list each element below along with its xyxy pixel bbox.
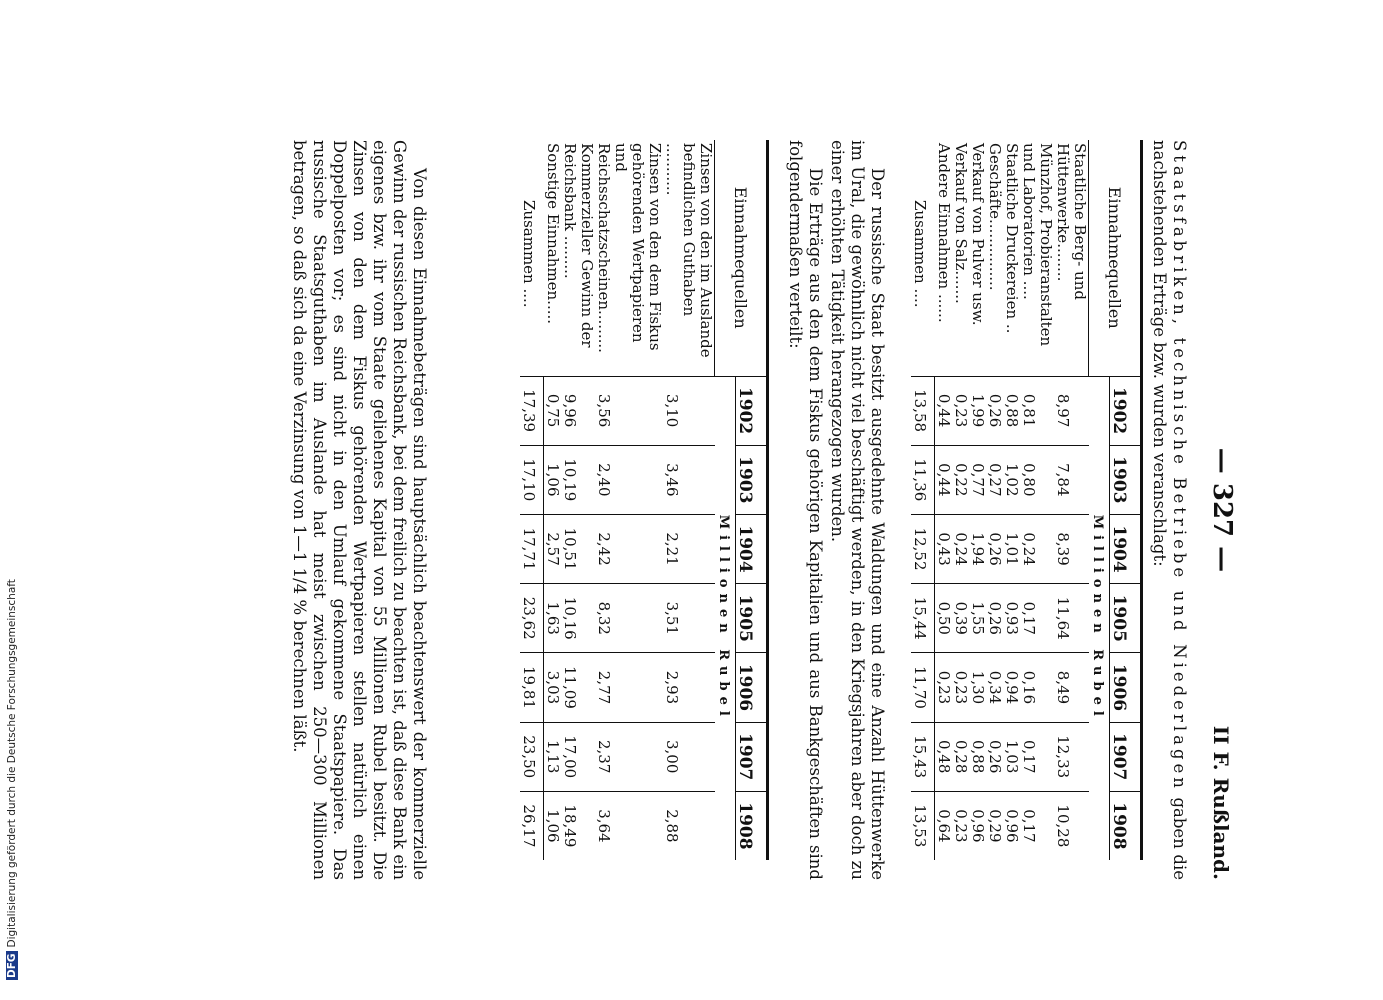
column-header-year: 1906 [735, 653, 767, 722]
table-cell: 0,80 [1020, 445, 1054, 514]
table-cell: 0,26 [986, 722, 1003, 791]
table-cell: 0,22 [952, 445, 969, 514]
table-cell: 11,64 [1054, 584, 1089, 653]
table-row [663, 140, 715, 860]
page-header [1203, 140, 1237, 880]
table-capital-income [520, 140, 769, 860]
table-row [1003, 140, 1020, 860]
table-cell: 2,40 [595, 445, 663, 514]
table-cell: 10,16 [561, 584, 595, 653]
row-label: Andere Einnahmen ...... [934, 143, 953, 323]
column-header-year: 1902 [735, 376, 767, 445]
table-cell: 1,02 [1003, 445, 1020, 514]
table-cell: 0,17 [1020, 722, 1054, 791]
table-cell: 0,43 [935, 514, 953, 583]
row-label: Staatliche Druckereien .. [1003, 143, 1021, 334]
table-cell: 0,39 [952, 584, 969, 653]
table-cell: 8,32 [595, 584, 663, 653]
table-cell: 0,29 [986, 791, 1003, 860]
table-cell: 1,94 [969, 514, 986, 583]
total-label: Zusammen .... [911, 200, 929, 308]
table-row [952, 140, 969, 860]
column-header-year: 1907 [1109, 722, 1141, 791]
table-cell: 0,81 [1020, 376, 1054, 445]
table-cell: 0,26 [986, 514, 1003, 583]
table-cell: 0,44 [935, 445, 953, 514]
table-cell: 0,64 [935, 791, 953, 860]
table-cell: 0,23 [935, 653, 953, 722]
table-cell: 7,84 [1054, 445, 1089, 514]
row-label: Kommerzieller Gewinn der Reichsbank ......... [561, 143, 596, 348]
total-cell: 11,70 [911, 653, 935, 722]
total-row [520, 140, 544, 860]
total-cell: 26,17 [520, 791, 544, 860]
column-header-year: 1905 [1109, 584, 1141, 653]
table-cell: 1,55 [969, 584, 986, 653]
dfg-logo: DFG [6, 953, 18, 978]
total-cell: 15,43 [911, 722, 935, 791]
table-cell: 0,24 [952, 514, 969, 583]
column-header-year: 1908 [735, 791, 767, 860]
intro-lead: Staatsfabriken, technische Betriebe und Niederlagen [1169, 140, 1189, 792]
paragraph-capital-intro: Die Erträge aus den dem Fiskus gehörigen Kapitalien und aus Bankgeschäften sind folgendermaßen verteilt: [785, 140, 825, 880]
table-cell: 3,00 [663, 722, 715, 791]
table-cell: 0,93 [1003, 584, 1020, 653]
table-cell: 2,57 [544, 514, 562, 583]
paragraph-reichsbank: Von diesen Einnahmebeträgen sind hauptsächlich beachtenswert der kommerzielle Gewinn der russischen Reichsbank, bei dem freilich zu beachten ist, daß diese Bank ein eigenes bzw. ihr vom Staate geliehenes Kapital von 55 Millionen Rubel besitzt. Die Zinsen von den dem Fiskus gehörenden Wertpapieren stellen natürlich einen Doppelposten vor; es sind nicht in den Umlauf gekommene Staatspapiere. Das russische Staatsguthaben im Auslande hat meist zwischen 250—300 Millionen betragen, so daß sich da eine Verzinsung von 1—1 1/4 % berechnen läßt. [289, 140, 429, 880]
table-cell: 11,09 [561, 653, 595, 722]
row-label: Verkauf von Pulver usw. [969, 143, 987, 326]
row-label: Staatliche Berg- und Hüttenwerke........ [1054, 143, 1089, 300]
column-header-source: Einnahmequellen [1089, 140, 1142, 376]
total-cell: 11,36 [911, 445, 935, 514]
table-cell: 10,19 [561, 445, 595, 514]
table-cell: 3,03 [544, 653, 562, 722]
column-header-year: 1906 [1109, 653, 1141, 722]
table-cell: 0,26 [986, 376, 1003, 445]
table-cell: 3,10 [663, 376, 715, 445]
table-cell: 0,23 [952, 791, 969, 860]
paragraph-forests: Der russische Staat besitzt ausgedehnte Waldungen und eine Anzahl Hüttenwerke im Ural, die gewöhnlich nicht viel beschäftigt werden, in den Kriegsjahren aber doch zu einer erhöhten Tätigkeit herangezogen wurden. [827, 140, 887, 880]
column-header-year: 1902 [1109, 376, 1141, 445]
table-row [1020, 140, 1054, 860]
table-cell: 3,46 [663, 445, 715, 514]
table-cell: 0,96 [1003, 791, 1020, 860]
table-cell: 0,28 [952, 722, 969, 791]
unit-label: Millionen Rubel [1089, 376, 1110, 860]
table-cell: 1,03 [1003, 722, 1020, 791]
total-cell: 17,10 [520, 445, 544, 514]
chapter-heading: II F. Rußland. [1208, 725, 1233, 880]
table-cell: 1,06 [544, 445, 562, 514]
column-header-year: 1908 [1109, 791, 1141, 860]
table-cell: 0,75 [544, 376, 562, 445]
column-header-source: Einnahmequellen [715, 140, 768, 376]
total-cell: 15,44 [911, 584, 935, 653]
table-cell: 2,93 [663, 653, 715, 722]
intro-paragraph [1149, 140, 1189, 880]
table-cell: 0,23 [952, 653, 969, 722]
table-cell: 18,49 [561, 791, 595, 860]
table-cell: 0,50 [935, 584, 953, 653]
table-cell: 0,44 [935, 376, 953, 445]
total-cell: 19,81 [520, 653, 544, 722]
table-row [969, 140, 986, 860]
table-row [561, 140, 595, 860]
column-header-year: 1904 [1109, 514, 1141, 583]
total-cell: 13,53 [911, 791, 935, 860]
intro-rest: gaben die nachstehenden Erträge bzw. wurden veranschlagt: [1149, 140, 1189, 880]
unit-label: Millionen Rubel [715, 376, 736, 860]
table-row [544, 140, 562, 860]
table-row [986, 140, 1003, 860]
table-cell: 8,39 [1054, 514, 1089, 583]
table-cell: 10,51 [561, 514, 595, 583]
table-cell: 0,17 [1020, 584, 1054, 653]
table-cell: 2,42 [595, 514, 663, 583]
table-cell: 2,21 [663, 514, 715, 583]
total-cell: 23,62 [520, 584, 544, 653]
table-cell: 17,00 [561, 722, 595, 791]
column-header-year: 1907 [735, 722, 767, 791]
table-row [935, 140, 953, 860]
row-label: Münzhof, Probieranstalten und Laboratorien .... [1020, 143, 1055, 347]
table-cell: 9,96 [561, 376, 595, 445]
total-cell: 23,50 [520, 722, 544, 791]
row-label: Geschäfte............... [986, 143, 1004, 291]
total-label: Zusammen .... [520, 200, 538, 308]
total-cell: 17,39 [520, 376, 544, 445]
table-cell: 0,94 [1003, 653, 1020, 722]
total-cell: 17,71 [520, 514, 544, 583]
column-header-year: 1903 [1109, 445, 1141, 514]
row-label: Zinsen von den dem Fiskus gehörenden Wertpapieren und Reichsschatzscheinen......... [595, 143, 664, 353]
table-cell: 0,26 [986, 584, 1003, 653]
table-cell: 2,37 [595, 722, 663, 791]
rotated-page [117, 100, 1267, 900]
total-row [911, 140, 935, 860]
page-number: — 327 — [1206, 447, 1237, 573]
table-cell: 1,30 [969, 653, 986, 722]
table-cell: 1,06 [544, 791, 562, 860]
table-row [595, 140, 663, 860]
column-header-year: 1905 [735, 584, 767, 653]
row-label: Verkauf von Salz....... [952, 143, 970, 304]
table-cell: 3,51 [663, 584, 715, 653]
table-cell: 0,34 [986, 653, 1003, 722]
table-cell: 3,56 [595, 376, 663, 445]
table-cell: 0,77 [969, 445, 986, 514]
table-state-enterprises [911, 140, 1143, 860]
table-cell: 10,28 [1054, 791, 1089, 860]
total-cell: 13,58 [911, 376, 935, 445]
table-cell: 0,48 [935, 722, 953, 791]
table-cell: 1,63 [544, 584, 562, 653]
funding-text: Digitalisierung gefördert durch die Deutsche Forschungsgemeinschaft [6, 579, 18, 948]
table-cell: 3,64 [595, 791, 663, 860]
table-cell: 0,27 [986, 445, 1003, 514]
column-header-year: 1904 [735, 514, 767, 583]
funding-notice [6, 579, 18, 980]
table-cell: 0,96 [969, 791, 986, 860]
table-cell: 0,23 [952, 376, 969, 445]
table-cell: 1,99 [969, 376, 986, 445]
table-cell: 2,77 [595, 653, 663, 722]
row-label: Zinsen von den im Auslande befindlichen Guthaben ........... [663, 143, 715, 358]
table-cell: 1,01 [1003, 514, 1020, 583]
table-cell: 0,88 [1003, 376, 1020, 445]
table-cell: 8,49 [1054, 653, 1089, 722]
column-header-year: 1903 [735, 445, 767, 514]
table-cell: 0,16 [1020, 653, 1054, 722]
table-cell: 8,97 [1054, 376, 1089, 445]
table-row [1054, 140, 1089, 860]
table-cell: 2,88 [663, 791, 715, 860]
total-cell: 12,52 [911, 514, 935, 583]
table-cell: 0,24 [1020, 514, 1054, 583]
book-page [117, 100, 1267, 900]
row-label: Sonstige Einnahmen..... [543, 143, 562, 325]
table-cell: 1,13 [544, 722, 562, 791]
table-cell: 12,33 [1054, 722, 1089, 791]
table-cell: 0,17 [1020, 791, 1054, 860]
table-cell: 0,88 [969, 722, 986, 791]
